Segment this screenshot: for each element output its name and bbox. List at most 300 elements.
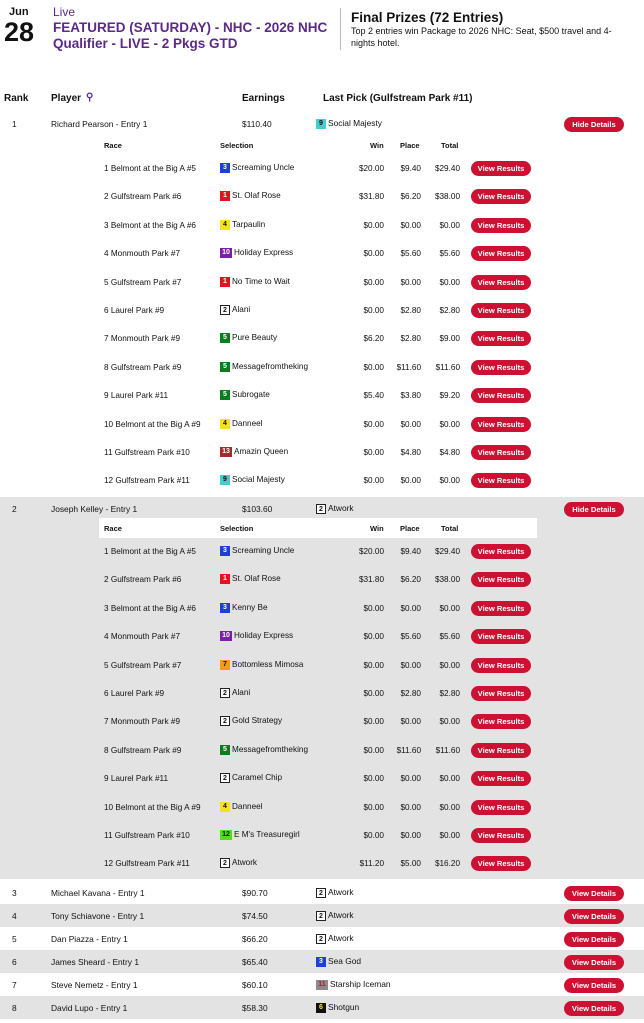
- win-value: $0.00: [363, 476, 384, 486]
- leaderboard-row: [0, 973, 644, 996]
- view-details-button[interactable]: View Details: [564, 955, 624, 970]
- last-pick-name: Shotgun: [328, 1002, 360, 1012]
- program-number-badge: 3: [220, 603, 230, 613]
- player-name[interactable]: Steve Nemetz - Entry 1: [51, 980, 138, 990]
- total-value: $0.00: [439, 831, 460, 840]
- player-name[interactable]: Tony Schiavone - Entry 1: [51, 911, 145, 921]
- race-name: 2 Gulfstream Park #6: [104, 192, 182, 202]
- race-name: 10 Belmont at the Big A #9: [104, 419, 201, 429]
- program-number-badge: 3: [316, 957, 326, 967]
- race-name: 10 Belmont at the Big A #9: [104, 802, 201, 812]
- view-results-button[interactable]: View Results: [471, 771, 531, 786]
- race-name: 7 Monmouth Park #9: [104, 334, 181, 344]
- contest-title: FEATURED (SATURDAY) - NHC - 2026 NHC Qualifier - LIVE - 2 Pkgs GTD: [53, 20, 328, 51]
- player-name[interactable]: David Lupo - Entry 1: [51, 1003, 128, 1013]
- total-value: $0.00: [439, 717, 460, 727]
- race-name: 2 Gulfstream Park #6: [104, 575, 182, 585]
- selection-name: Gold Strategy: [232, 716, 283, 726]
- win-value: $0.00: [363, 448, 384, 457]
- selection-name: Messagefromtheking: [232, 361, 308, 371]
- place-value: $0.00: [400, 660, 421, 670]
- race-name: 8 Gulfstream Park #9: [104, 745, 182, 755]
- selection-cell: [220, 475, 285, 485]
- race-details-table: [0, 518, 644, 879]
- view-results-button[interactable]: View Results: [471, 331, 531, 346]
- program-number-badge: 7: [220, 660, 230, 670]
- place-value: $0.00: [400, 603, 421, 613]
- col-race: Race: [104, 524, 122, 533]
- total-value: $29.40: [434, 547, 460, 556]
- place-value: $5.60: [400, 632, 421, 642]
- win-value: $31.80: [358, 575, 384, 585]
- program-number-badge: 4: [220, 220, 230, 230]
- total-value: $11.60: [435, 362, 460, 372]
- selection-cell: [220, 631, 293, 641]
- race-name: 4 Monmouth Park #7: [104, 249, 181, 259]
- race-name: 4 Monmouth Park #7: [104, 632, 181, 642]
- selection-cell: [220, 277, 290, 287]
- place-value: $2.80: [400, 689, 421, 698]
- search-icon[interactable]: ⚲: [86, 92, 94, 103]
- col-win: Win: [370, 141, 384, 150]
- place-value: $2.80: [400, 334, 421, 344]
- selection-cell: [220, 333, 277, 343]
- program-number-badge: 2: [316, 934, 326, 944]
- view-results-button[interactable]: View Results: [471, 572, 531, 587]
- last-pick-cell: [316, 118, 382, 129]
- win-value: $0.00: [363, 603, 384, 613]
- race-row: [0, 680, 644, 708]
- selection-cell: [220, 447, 288, 457]
- win-value: $0.00: [363, 362, 384, 372]
- selection-name: Danneel: [232, 418, 263, 428]
- place-value: $0.00: [400, 419, 421, 429]
- selection-name: Holiday Express: [234, 631, 294, 641]
- win-value: $0.00: [363, 306, 384, 315]
- total-value: $0.00: [439, 220, 460, 230]
- player-name[interactable]: Richard Pearson - Entry 1: [51, 119, 148, 129]
- place-value: $0.00: [400, 717, 421, 727]
- race-name: 12 Gulfstream Park #11: [104, 476, 190, 486]
- race-row: [0, 269, 644, 297]
- total-value: $0.00: [439, 277, 460, 287]
- race-row: [0, 652, 644, 680]
- view-results-button[interactable]: View Results: [471, 360, 531, 375]
- earnings-cell: $58.30: [242, 1003, 268, 1013]
- selection-cell: [220, 220, 265, 230]
- total-value: $2.80: [439, 689, 460, 698]
- selection-cell: [220, 574, 281, 584]
- race-row: [0, 183, 644, 211]
- last-pick-name: Atwork: [328, 933, 354, 943]
- race-row: [0, 794, 644, 822]
- total-value: $11.60: [435, 745, 460, 755]
- program-number-badge: 2: [316, 504, 326, 514]
- win-value: $20.00: [358, 547, 384, 556]
- win-value: $0.00: [363, 802, 384, 812]
- place-value: $0.00: [400, 476, 421, 486]
- program-number-badge: 11: [316, 980, 328, 990]
- total-value: $5.60: [439, 249, 460, 259]
- selection-cell: [220, 773, 282, 783]
- earnings-cell: $66.20: [242, 934, 268, 944]
- selection-name: Holiday Express: [234, 248, 294, 258]
- program-number-badge: 5: [220, 333, 230, 343]
- place-value: $0.00: [400, 220, 421, 230]
- player-name[interactable]: James Sheard - Entry 1: [51, 957, 139, 967]
- view-results-button[interactable]: View Results: [471, 303, 531, 318]
- race-row: [0, 737, 644, 765]
- place-value: $6.20: [400, 575, 421, 585]
- last-pick-cell: [316, 979, 391, 990]
- win-value: $0.00: [363, 774, 384, 784]
- rank-cell: 1: [12, 119, 17, 129]
- selection-cell: [220, 802, 263, 812]
- place-value: $5.00: [400, 859, 421, 869]
- program-number-badge: 3: [220, 546, 230, 556]
- win-value: $0.00: [363, 745, 384, 755]
- leaderboard-row: [0, 113, 644, 135]
- race-row: [0, 411, 644, 439]
- live-status: Live: [53, 5, 76, 19]
- player-name[interactable]: Michael Kavana - Entry 1: [51, 888, 145, 898]
- place-value: $0.00: [400, 831, 421, 840]
- view-results-button[interactable]: View Results: [471, 743, 531, 758]
- race-row: [0, 566, 644, 594]
- place-value: $0.00: [400, 277, 421, 287]
- view-results-button[interactable]: View Results: [471, 275, 531, 290]
- selection-name: St. Olaf Rose: [232, 574, 281, 584]
- last-pick-cell: [316, 1002, 359, 1013]
- win-value: $0.00: [363, 277, 384, 287]
- last-pick-name: Starship Iceman: [330, 979, 391, 989]
- race-row: [0, 623, 644, 651]
- total-value: $9.20: [439, 391, 460, 401]
- last-pick-name: Atwork: [328, 910, 354, 920]
- selection-cell: [220, 688, 250, 698]
- program-number-badge: 5: [220, 390, 230, 400]
- total-value: $0.00: [439, 419, 460, 429]
- selection-name: Atwork: [232, 858, 258, 868]
- race-name: 8 Gulfstream Park #9: [104, 362, 182, 372]
- program-number-badge: 1: [220, 574, 230, 584]
- win-value: $11.20: [359, 859, 384, 869]
- leaderboard-row: [0, 881, 644, 904]
- win-value: $0.00: [363, 419, 384, 429]
- selection-cell: [220, 419, 263, 429]
- last-pick-cell: [316, 887, 354, 898]
- selection-cell: [220, 546, 294, 556]
- selection-name: Caramel Chip: [232, 773, 283, 783]
- selection-name: Alani: [232, 305, 251, 315]
- win-value: $0.00: [363, 632, 384, 642]
- selection-cell: [220, 362, 308, 372]
- view-results-button[interactable]: View Results: [471, 629, 531, 644]
- win-value: $0.00: [363, 831, 384, 840]
- race-name: 12 Gulfstream Park #11: [104, 859, 190, 869]
- selection-name: Amazin Queen: [234, 447, 289, 457]
- program-number-badge: 5: [220, 745, 230, 755]
- player-name[interactable]: Joseph Kelley - Entry 1: [51, 504, 138, 514]
- place-value: $9.40: [400, 164, 421, 173]
- program-number-badge: 9: [220, 475, 230, 485]
- col-last-pick: Last Pick (Gulfstream Park #11): [323, 93, 473, 104]
- program-number-badge: 4: [220, 802, 230, 812]
- view-results-button[interactable]: View Results: [471, 445, 531, 460]
- place-value: $4.80: [400, 448, 421, 457]
- selection-cell: [220, 716, 282, 726]
- win-value: $0.00: [363, 249, 384, 259]
- place-value: $0.00: [400, 774, 421, 784]
- program-number-badge: 2: [316, 888, 326, 898]
- col-place: Place: [400, 524, 420, 533]
- earnings-cell: $110.40: [242, 119, 272, 129]
- place-value: $2.80: [400, 306, 421, 315]
- race-name: 9 Laurel Park #11: [104, 391, 169, 401]
- view-results-button[interactable]: View Results: [471, 388, 531, 403]
- race-name: 6 Laurel Park #9: [104, 306, 165, 315]
- selection-name: Kenny Be: [232, 602, 268, 612]
- total-value: $5.60: [439, 632, 460, 642]
- race-row: [0, 439, 644, 467]
- race-row: [0, 325, 644, 353]
- program-number-badge: 2: [316, 911, 326, 921]
- selection-cell: [220, 603, 268, 613]
- selection-name: Pure Beauty: [232, 333, 278, 343]
- program-number-badge: 12: [220, 830, 232, 840]
- rank-cell: 2: [12, 504, 17, 514]
- leaderboard-row: [0, 904, 644, 927]
- last-pick-cell: [316, 956, 361, 967]
- race-row: [0, 538, 644, 566]
- place-value: $9.40: [400, 547, 421, 556]
- leaderboard-row: [0, 950, 644, 973]
- race-row: [0, 708, 644, 736]
- program-number-badge: 9: [316, 119, 326, 129]
- win-value: $0.00: [363, 689, 384, 698]
- win-value: $0.00: [363, 717, 384, 727]
- win-value: $0.00: [363, 660, 384, 670]
- last-pick-cell: [316, 910, 354, 921]
- place-value: $11.60: [396, 745, 421, 755]
- col-player[interactable]: Player: [51, 93, 82, 104]
- prizes-description: Top 2 entries win Package to 2026 NHC: Seat, $500 travel and 4-nights hotel.: [351, 26, 612, 48]
- view-results-button[interactable]: View Results: [471, 856, 531, 871]
- program-number-badge: 2: [220, 688, 230, 698]
- leaderboard-header: [0, 93, 644, 107]
- program-number-badge: 2: [220, 305, 230, 315]
- view-results-button[interactable]: View Results: [471, 686, 531, 701]
- race-row: [0, 467, 644, 495]
- total-value: $4.80: [439, 448, 460, 457]
- view-results-button[interactable]: View Results: [471, 544, 531, 559]
- last-pick-cell: [316, 933, 354, 944]
- view-results-button[interactable]: View Results: [471, 800, 531, 815]
- race-row: [0, 595, 644, 623]
- leaderboard-row: [0, 996, 644, 1019]
- program-number-badge: 6: [316, 1003, 326, 1013]
- race-row: [0, 212, 644, 240]
- col-total: Total: [441, 141, 459, 150]
- event-day: 28: [4, 17, 35, 47]
- program-number-badge: 2: [220, 716, 230, 726]
- event-month: Jun: [9, 6, 29, 18]
- selection-name: Screaming Uncle: [232, 163, 295, 173]
- hide-details-button[interactable]: Hide Details: [564, 502, 624, 517]
- race-row: [0, 240, 644, 268]
- col-earnings: Earnings: [242, 93, 285, 104]
- race-name: 5 Gulfstream Park #7: [104, 277, 182, 287]
- place-value: $0.00: [400, 802, 421, 812]
- rank-cell: 5: [12, 934, 17, 944]
- selection-cell: [220, 305, 250, 315]
- col-win: Win: [370, 524, 384, 533]
- earnings-cell: $103.60: [242, 504, 273, 514]
- last-pick-name: Atwork: [328, 503, 354, 513]
- race-name: 11 Gulfstream Park #10: [104, 448, 190, 457]
- race-name: 11 Gulfstream Park #10: [104, 831, 190, 840]
- race-name: 1 Belmont at the Big A #5: [104, 547, 196, 556]
- race-row: [0, 822, 644, 850]
- hide-details-button[interactable]: Hide Details: [564, 117, 624, 132]
- program-number-badge: 1: [220, 191, 230, 201]
- program-number-badge: 10: [220, 248, 232, 258]
- selection-name: Messagefromtheking: [232, 744, 308, 754]
- rank-cell: 6: [12, 957, 17, 967]
- view-results-button[interactable]: View Results: [471, 189, 531, 204]
- place-value: $3.80: [400, 391, 421, 401]
- program-number-badge: 2: [220, 858, 230, 868]
- total-value: $0.00: [439, 603, 460, 613]
- selection-cell: [220, 745, 308, 755]
- selection-name: Subrogate: [232, 390, 270, 400]
- player-name[interactable]: Dan Piazza - Entry 1: [51, 934, 128, 944]
- total-value: $38.00: [434, 575, 460, 585]
- win-value: $31.80: [358, 192, 384, 202]
- contest-header: [0, 0, 644, 60]
- total-value: $9.00: [439, 334, 460, 344]
- col-place: Place: [400, 141, 420, 150]
- total-value: $29.40: [434, 164, 460, 173]
- race-row: [0, 155, 644, 183]
- view-details-button[interactable]: View Details: [564, 886, 624, 901]
- earnings-cell: $90.70: [242, 888, 268, 898]
- race-name: 7 Monmouth Park #9: [104, 717, 181, 727]
- earnings-cell: $65.40: [242, 957, 268, 967]
- program-number-badge: 5: [220, 362, 230, 372]
- selection-cell: [220, 858, 257, 868]
- view-details-button[interactable]: View Details: [564, 932, 624, 947]
- last-pick-cell: [316, 503, 354, 514]
- place-value: $11.60: [396, 362, 421, 372]
- view-details-button[interactable]: View Details: [564, 978, 624, 993]
- selection-name: Alani: [232, 688, 251, 698]
- race-name: 3 Belmont at the Big A #6: [104, 220, 196, 230]
- rank-cell: 7: [12, 980, 17, 990]
- win-value: $20.00: [358, 164, 384, 173]
- view-results-button[interactable]: View Results: [471, 658, 531, 673]
- selection-name: Screaming Uncle: [232, 546, 295, 556]
- total-value: $38.00: [434, 192, 460, 202]
- total-value: $0.00: [439, 774, 460, 784]
- program-number-badge: 2: [220, 773, 230, 783]
- header-divider: [340, 8, 341, 50]
- selection-cell: [220, 660, 303, 670]
- rank-cell: 8: [12, 1003, 17, 1013]
- details-header: [99, 518, 537, 538]
- win-value: $0.00: [363, 220, 384, 230]
- col-selection: Selection: [220, 141, 254, 150]
- win-value: $6.20: [363, 334, 384, 344]
- details-header: [99, 135, 537, 155]
- race-name: 3 Belmont at the Big A #6: [104, 603, 196, 613]
- selection-name: Bottomless Mimosa: [232, 659, 304, 669]
- col-race: Race: [104, 141, 122, 150]
- view-results-button[interactable]: View Results: [471, 161, 531, 176]
- view-details-button[interactable]: View Details: [564, 1001, 624, 1016]
- selection-name: Tarpaulin: [232, 219, 266, 229]
- selection-cell: [220, 191, 281, 201]
- selection-cell: [220, 163, 294, 173]
- race-row: [0, 765, 644, 793]
- selection-cell: [220, 248, 293, 258]
- last-pick-name: Sea God: [328, 956, 362, 966]
- view-results-button[interactable]: View Results: [471, 218, 531, 233]
- selection-name: Social Majesty: [232, 475, 285, 485]
- race-name: 9 Laurel Park #11: [104, 774, 169, 784]
- total-value: $0.00: [439, 476, 460, 486]
- col-selection: Selection: [220, 524, 254, 533]
- selection-name: St. Olaf Rose: [232, 191, 281, 201]
- selection-name: Danneel: [232, 801, 263, 811]
- program-number-badge: 10: [220, 631, 232, 641]
- view-results-button[interactable]: View Results: [471, 601, 531, 616]
- view-details-button[interactable]: View Details: [564, 909, 624, 924]
- program-number-badge: 3: [220, 163, 230, 173]
- race-row: [0, 850, 644, 878]
- selection-name: E M's Treasuregirl: [234, 830, 300, 840]
- win-value: $5.40: [363, 391, 384, 401]
- col-rank: Rank: [4, 93, 29, 104]
- race-row: [0, 354, 644, 382]
- total-value: $0.00: [439, 660, 460, 670]
- total-value: $0.00: [439, 802, 460, 812]
- last-pick-name: Atwork: [328, 887, 354, 897]
- last-pick-name: Social Majesty: [328, 118, 382, 128]
- leaderboard-row: [0, 927, 644, 950]
- view-results-button[interactable]: View Results: [471, 246, 531, 261]
- view-results-button[interactable]: View Results: [471, 417, 531, 432]
- race-name: 5 Gulfstream Park #7: [104, 660, 182, 670]
- race-name: 6 Laurel Park #9: [104, 689, 165, 698]
- earnings-cell: $60.10: [242, 980, 268, 990]
- selection-name: No Time to Wait: [232, 276, 290, 286]
- view-results-button[interactable]: View Results: [471, 714, 531, 729]
- place-value: $5.60: [400, 249, 421, 259]
- race-name: 1 Belmont at the Big A #5: [104, 164, 196, 173]
- total-value: $2.80: [439, 306, 460, 315]
- place-value: $6.20: [400, 192, 421, 202]
- view-results-button[interactable]: View Results: [471, 473, 531, 488]
- race-row: [0, 297, 644, 325]
- prizes-title: Final Prizes (72 Entries): [351, 10, 504, 25]
- selection-cell: [220, 390, 270, 400]
- view-results-button[interactable]: View Results: [471, 828, 531, 843]
- total-value: $16.20: [434, 859, 460, 869]
- rank-cell: 3: [12, 888, 17, 898]
- program-number-badge: 4: [220, 419, 230, 429]
- program-number-badge: 13: [220, 447, 232, 457]
